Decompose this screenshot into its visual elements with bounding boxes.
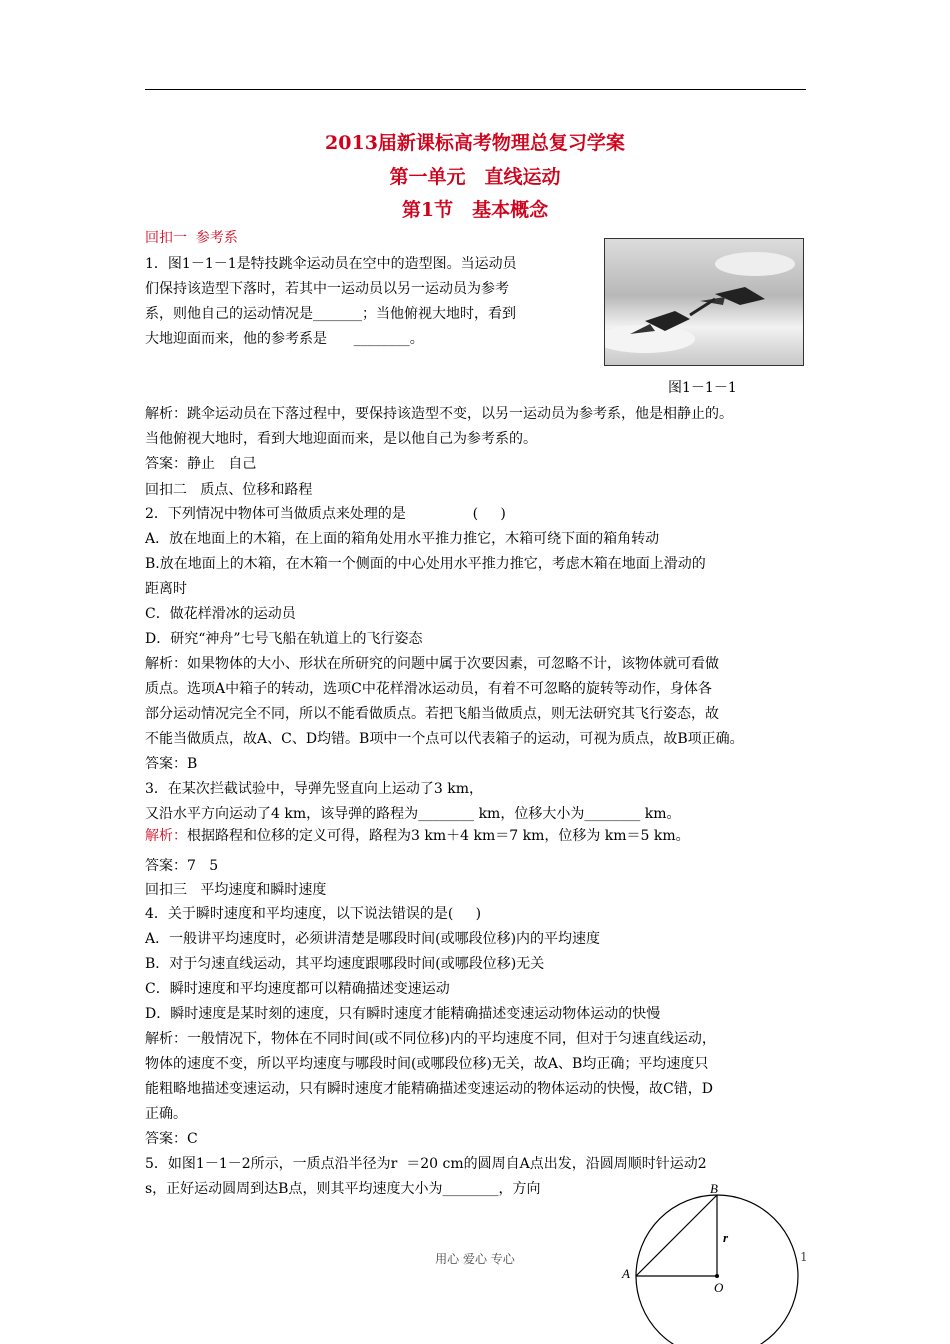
q4-analysis: 解析：一般情况下，物体在不同时间(或不同位移)内的平均速度不同，但对于匀速直线运动， [145,1031,716,1047]
q2-analysis: 解析：如果物体的大小、形状在所研究的问题中属于次要因素，可忽略不计，该物体就可看做 [145,656,719,672]
q2-option-d: D．研究“神舟”七号飞船在轨道上的飞行姿态 [145,631,423,647]
q2-option-a: A．放在地面上的木箱，在上面的箱角处用水平推力推它，木箱可绕下面的箱角转动 [145,531,660,547]
q5-stem: s，正好运动圆周到达B点，则其平均速度大小为________，方向 [145,1181,541,1197]
q4-analysis: 正确。 [145,1106,187,1122]
q3-analysis-label: 解析： [145,828,187,844]
q4-analysis: 物体的速度不变，所以平均速度与哪段时间(或哪段位移)无关，故A、B均正确；平均速度只 [145,1056,709,1072]
q1-line: 大地迎面而来，他的参考系是 ________。 [145,331,424,347]
q2-analysis: 部分运动情况完全不同，所以不能看做质点。若把飞船当做质点，则无法研究其飞行姿态，故 [145,706,719,722]
unit-title: 第一单元 直线运动 [389,166,561,188]
q3-stem: 又沿水平方向运动了4 km，该导弹的路程为________ km，位移大小为________ km。 [145,806,681,822]
header-rule [145,89,806,90]
q2-stem: 2．下列情况中物体可当做质点来处理的是 ( ) [145,506,506,522]
q2-option-c: C．做花样滑冰的运动员 [145,606,296,622]
q2-option-b: B.放在地面上的木箱，在木箱一个侧面的中心处用水平推力推它，考虑木箱在地面上滑动的 [145,556,706,572]
q1-line: 系，则他自己的运动情况是_______；当他俯视大地时，看到 [145,306,516,322]
q4-option-a: A．一般讲平均速度时，必须讲清楚是哪段时间(或哪段位移)内的平均速度 [145,931,601,947]
point-b-label: B [710,1181,718,1196]
q3-analysis-text: 根据路程和位移的定义可得，路程为3 km＋4 km＝7 km，位移为 km＝5 km。 [187,828,690,844]
q1-analysis: 当他俯视大地时，看到大地迎面而来，是以他自己为参考系的。 [145,431,537,447]
q1-analysis: 解析：跳伞运动员在下落过程中，要保持该造型不变，以另一运动员为参考系，他是相静止的。 [145,406,733,422]
section-heading-velocity: 回扣三 平均速度和瞬时速度 [145,882,327,898]
q4-stem: 4．关于瞬时速度和平均速度，以下说法错误的是( ) [145,906,482,922]
q2-option-b: 距离时 [145,581,187,597]
document-title: 2013届新课标高考物理总复习学案 [325,132,625,154]
q4-option-c: C．瞬时速度和平均速度都可以精确描述变速运动 [145,981,450,997]
q4-option-d: D．瞬时速度是某时刻的速度，只有瞬时速度才能精确描述变速运动物体运动的快慢 [145,1006,661,1022]
q1-line: 1．图1－1－1是特技跳伞运动员在空中的造型图。当运动员 [145,256,517,272]
q1-answer: 答案：静止 自己 [145,456,257,472]
q3-stem: 3．在某次拦截试验中，导弹先竖直向上运动了3 km， [145,781,484,797]
q3-analysis [145,826,690,846]
q2-answer: 答案：B [145,756,198,772]
q4-answer: 答案：C [145,1131,198,1147]
q4-analysis: 能粗略地描述变速运动，只有瞬时速度才能精确描述变速运动的物体运动的快慢，故C错，D [145,1081,713,1097]
q4-option-b: B．对于匀速直线运动，其平均速度跟哪段时间(或哪段位移)无关 [145,956,545,972]
section-title: 第1节 基本概念 [401,199,549,221]
section-heading-particle: 回扣二 质点、位移和路程 [145,482,313,498]
page-footer: 用心 爱心 专心 [435,1252,515,1266]
skydivers-photo [604,238,804,366]
q5-stem: 5．如图1－1－2所示，一质点沿半径为r ＝20 cm的圆周自A点出发，沿圆周顺时针运动2 [145,1156,707,1172]
point-a-label: A [622,1266,630,1281]
radius-label: r [723,1230,729,1245]
q1-line: 们保持该造型下落时，若其中一运动员以另一运动员为参考 [145,281,509,297]
q2-analysis: 不能当做质点，故A、C、D均错。B项中一个点可以代表箱子的运动，可视为质点，故B项正确。 [145,731,744,747]
section-heading-reference-frame: 回扣一 参考系 [145,230,238,246]
q2-analysis: 质点。选项A中箱子的转动，选项C中花样滑冰运动员，有着不可忽略的旋转等动作，身体各 [145,681,712,697]
point-o-label: O [714,1280,724,1295]
q3-answer: 答案：7 5 [145,858,219,874]
page-number: 1 [800,1250,808,1264]
figure-caption: 图1－1－1 [668,380,737,396]
